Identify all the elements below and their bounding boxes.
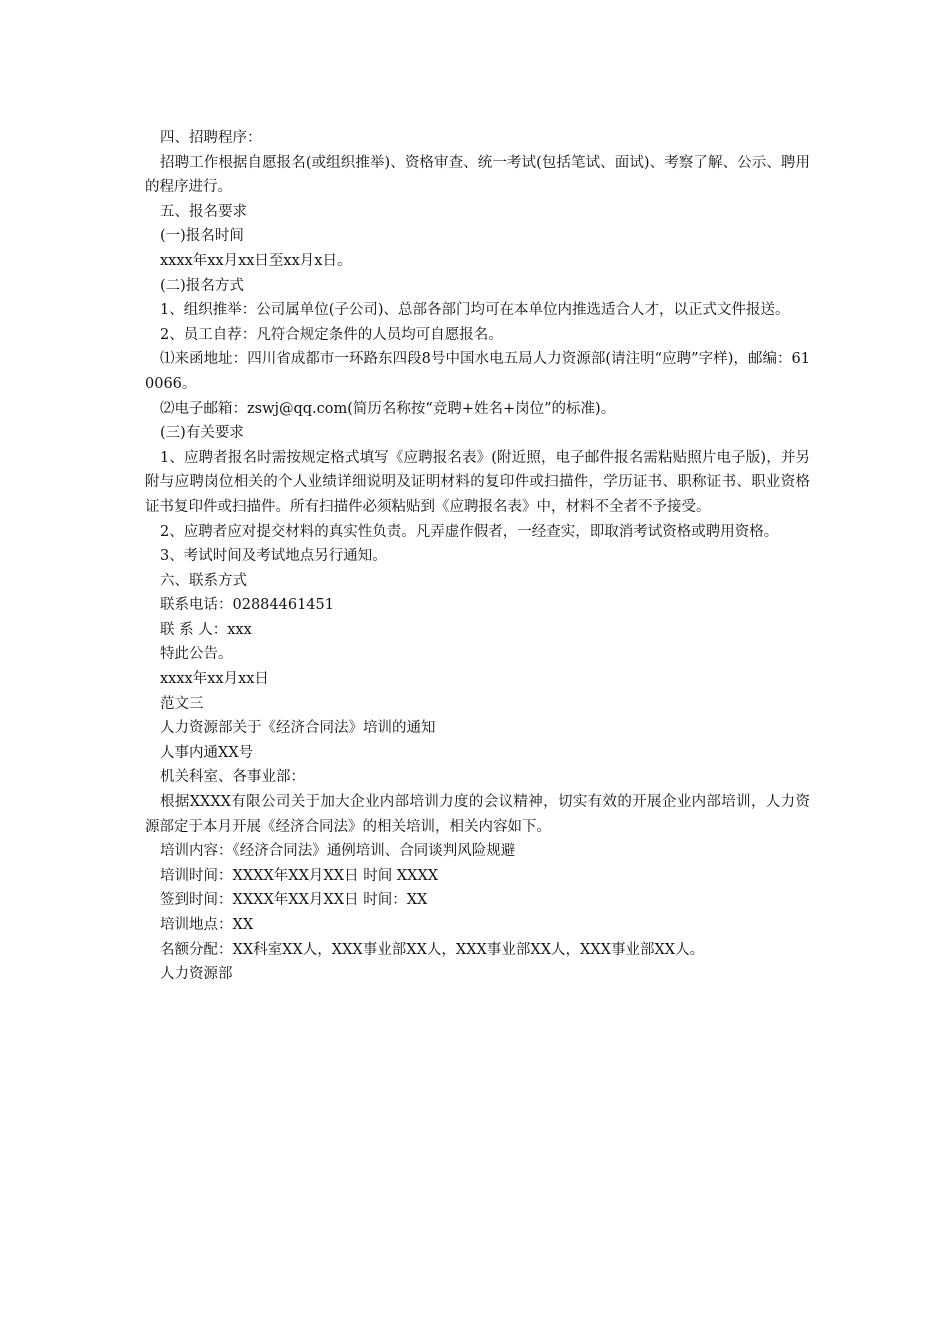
section-heading-recruitment-procedure: 四、招聘程序：: [160, 130, 262, 146]
paragraph-email: ⑵电子邮箱：zswj@qq.com(简历名称按“竞聘+姓名+岗位”的标准)。: [160, 400, 616, 417]
paragraph-recruitment-procedure: 招聘工作根据自愿报名(或组织推举)、资格审查、统一考试(包括笔试、面试)、考察了解、公示、聘用的程序进行。: [145, 154, 810, 196]
paragraph-registration-date: xxxx年xx月xx日至xx月x日。: [160, 252, 352, 269]
section-heading-registration-requirements: 五、报名要求: [160, 203, 247, 220]
paragraph-authenticity: 2、应聘者应对提交材料的真实性负责。凡弄虚作假者，一经查实，即取消考试资格或聘用资格。: [160, 523, 779, 540]
heading-training-notice-title: 人力资源部关于《经济合同法》培训的通知: [160, 720, 436, 737]
paragraph-announcement-date: xxxx年xx月xx日: [160, 671, 269, 688]
paragraph-organization-recommendation: 1、组织推举：公司属单位(子公司)、总部各部门均可在本单位内推选适合人才，以正式文件报送。: [160, 302, 790, 319]
paragraph-exam-notice: 3、考试时间及考试地点另行通知。: [160, 548, 387, 565]
paragraph-application-form: 1、应聘者报名时需按规定格式填写《应聘报名表》(附近照，电子邮件报名需粘贴照片电子版)，并另附与应聘岗位相关的个人业绩详细说明及证明材料的复印件或扫描件，学历证书、职称证书、职业资格证书复印件或扫描件。所有扫描件必须粘贴到《应聘报名表》中，材料不全者不予接受。: [145, 449, 810, 515]
paragraph-training-background: 根据XXXX有限公司关于加大企业内部培训力度的会议精神，切实有效的开展企业内部培训，人力资源部定于本月开展《经济合同法》的相关培训，相关内容如下。: [145, 794, 810, 835]
paragraph-recipients: 机关科室、各事业部：: [160, 769, 305, 786]
paragraph-signature-department: 人力资源部: [160, 966, 233, 983]
subheading-registration-method: (二)报名方式: [160, 277, 244, 294]
paragraph-contact-phone: 联系电话：02884461451: [160, 597, 334, 614]
document-body: [145, 126, 810, 987]
paragraph-signin-time: 签到时间：XXXX年XX月XX日 时间：XX: [160, 892, 428, 909]
paragraph-training-time: 培训时间：XXXX年XX月XX日 时间 XXXX: [160, 867, 439, 884]
paragraph-training-content: 培训内容：《经济合同法》通例培训、合同谈判风险规避: [160, 843, 516, 860]
paragraph-mailing-address: ⑴来函地址：四川省成都市一环路东四段8号中国水电五局人力资源部(请注明“应聘”字样)，邮编：610066。: [145, 351, 810, 392]
subheading-related-requirements: (三)有关要求: [160, 425, 244, 442]
paragraph-training-location: 培训地点：XX: [160, 917, 254, 933]
paragraph-self-recommendation: 2、员工自荐：凡符合规定条件的人员均可自愿报名。: [160, 326, 503, 343]
subheading-registration-time: (一)报名时间: [160, 228, 244, 245]
paragraph-contact-person: 联 系 人：xxx: [160, 621, 252, 638]
heading-sample-three: 范文三: [160, 695, 204, 712]
paragraph-document-number: 人事内通XX号: [160, 744, 254, 761]
paragraph-announcement-closing: 特此公告。: [160, 646, 233, 663]
paragraph-quota-allocation: 名额分配：XX科室XX人，XXX事业部XX人，XXX事业部XX人，XXX事业部XX人。: [160, 941, 705, 958]
section-heading-contact: 六、联系方式: [160, 572, 247, 589]
